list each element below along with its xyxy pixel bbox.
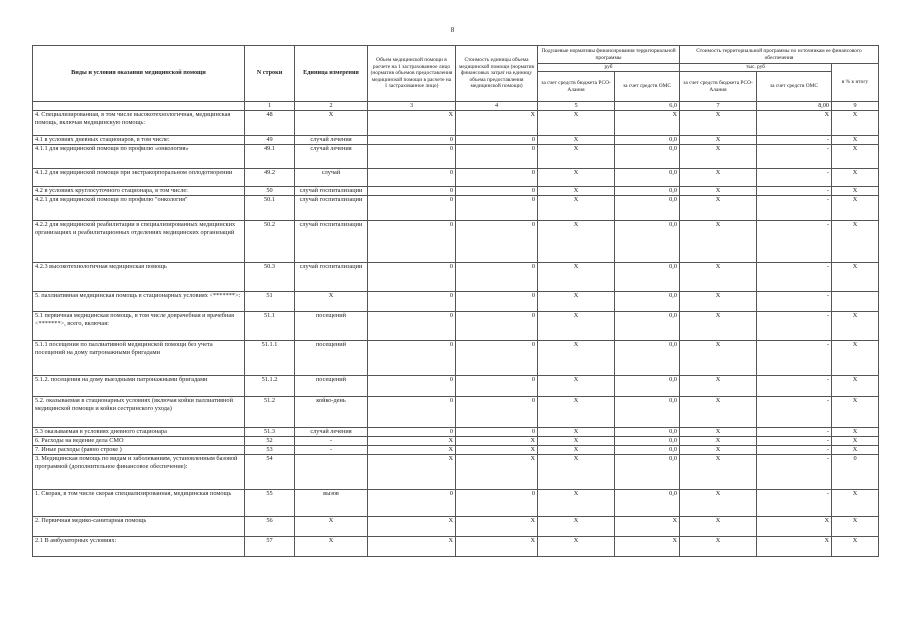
row-percent: X — [832, 537, 879, 557]
row-cost: 0 — [456, 490, 538, 517]
row-terr-budget: X — [680, 221, 757, 263]
row-unit: случай госпитализации — [295, 221, 368, 263]
row-unit: X — [295, 292, 368, 312]
row-terr-oms: - — [757, 437, 832, 446]
row-number: 50.2 — [245, 221, 295, 263]
header-src-oms: за счет средств ОМС — [615, 72, 680, 102]
row-percap-oms: 0,0 — [615, 312, 680, 341]
table-row — [33, 490, 879, 517]
header-kind: Виды и условия оказания медицинской помощи — [33, 46, 245, 102]
row-volume: 0 — [368, 428, 456, 437]
row-volume: 0 — [368, 263, 456, 292]
row-percap-budget: X — [538, 169, 615, 187]
row-terr-oms: X — [757, 111, 832, 136]
row-percent: X — [832, 312, 879, 341]
row-volume: 0 — [368, 187, 456, 196]
row-unit: случай лечения — [295, 136, 368, 145]
row-percap-oms: X — [615, 537, 680, 557]
colnum-6: 6,0 — [615, 102, 680, 111]
row-terr-oms: - — [757, 136, 832, 145]
header-row-no: N строки — [245, 46, 295, 102]
row-volume: X — [368, 446, 456, 455]
financing-table — [32, 45, 879, 557]
row-terr-budget: X — [680, 111, 757, 136]
row-unit: X — [295, 537, 368, 557]
row-cost: 0 — [456, 145, 538, 169]
row-name: 1. Скорая, в том числе скорая специализированная, медицинская помощь — [33, 490, 245, 517]
row-unit: - — [295, 437, 368, 446]
row-name: 4.2.3 высокотехнологичная медицинская помощь — [33, 263, 245, 292]
row-percap-budget: X — [538, 111, 615, 136]
row-percent: X — [832, 221, 879, 263]
table-row — [33, 341, 879, 376]
row-number: 52 — [245, 437, 295, 446]
row-percent: X — [832, 397, 879, 428]
colnum-empty — [33, 102, 245, 111]
row-percent: X — [832, 187, 879, 196]
row-percap-oms: 0,0 — [615, 376, 680, 397]
row-number: 51.1 — [245, 312, 295, 341]
row-number: 57 — [245, 537, 295, 557]
row-name: 5.1 первичная медицинская помощь, в том числе доврачебная и врачебная <*******>, всего, включая: — [33, 312, 245, 341]
row-terr-oms: - — [757, 428, 832, 437]
row-cost: 0 — [456, 376, 538, 397]
row-number: 49.2 — [245, 169, 295, 187]
row-cost: 0 — [456, 221, 538, 263]
row-terr-oms: - — [757, 490, 832, 517]
table-row — [33, 376, 879, 397]
row-cost: X — [456, 111, 538, 136]
row-percap-oms: 0,0 — [615, 446, 680, 455]
row-percap-oms: 0,0 — [615, 196, 680, 221]
row-volume: 0 — [368, 376, 456, 397]
row-percap-budget: X — [538, 196, 615, 221]
row-terr-oms: X — [757, 517, 832, 537]
row-percap-budget: X — [538, 428, 615, 437]
colnum-7: 7 — [680, 102, 757, 111]
row-terr-budget: X — [680, 376, 757, 397]
row-number: 54 — [245, 455, 295, 490]
row-unit: посещений — [295, 341, 368, 376]
row-terr-budget: X — [680, 263, 757, 292]
row-percap-oms: 0,0 — [615, 187, 680, 196]
row-percent: X — [832, 428, 879, 437]
row-unit: случай госпитализации — [295, 187, 368, 196]
table-row — [33, 397, 879, 428]
row-percent: X — [832, 376, 879, 397]
colnum-4: 4 — [456, 102, 538, 111]
table-row — [33, 145, 879, 169]
row-percap-oms: 0,0 — [615, 490, 680, 517]
row-terr-budget: X — [680, 312, 757, 341]
row-name: 7. Иные расходы (равно строке ) — [33, 446, 245, 455]
row-percap-budget: X — [538, 517, 615, 537]
row-number: 49 — [245, 136, 295, 145]
row-cost: 0 — [456, 196, 538, 221]
row-percap-oms: 0,0 — [615, 169, 680, 187]
header-thousand-rub: тыс. руб — [680, 64, 832, 72]
row-percent: X — [832, 111, 879, 136]
row-percap-budget: X — [538, 537, 615, 557]
row-name: 5.2. оказываемая в стационарных условиях (включая койки паллиативной медицинской помощи и койки сестринского ухода) — [33, 397, 245, 428]
colnum-2: 2 — [295, 102, 368, 111]
row-volume: 0 — [368, 196, 456, 221]
row-cost: 0 — [456, 169, 538, 187]
row-name: 4.1.2 для медицинской помощи при экстракорпоральном оплодотворении — [33, 169, 245, 187]
header-territorial: Стоимость территориальной программы по источникам ее финансового обеспечения — [680, 46, 879, 64]
row-cost: X — [456, 455, 538, 490]
table-row — [33, 136, 879, 145]
row-name: 2. Первичная медико-санитарная помощь — [33, 517, 245, 537]
colnum-1: 1 — [245, 102, 295, 111]
row-cost: 0 — [456, 187, 538, 196]
page-number: 8 — [450, 26, 455, 34]
row-terr-budget: X — [680, 341, 757, 376]
row-unit: случай лечения — [295, 428, 368, 437]
row-unit: вызов — [295, 490, 368, 517]
row-percap-oms: 0,0 — [615, 136, 680, 145]
row-percap-budget: X — [538, 376, 615, 397]
row-terr-budget: X — [680, 187, 757, 196]
column-numbers-row — [33, 102, 879, 111]
table-row — [33, 428, 879, 437]
row-volume: X — [368, 537, 456, 557]
row-unit: случай госпитализации — [295, 263, 368, 292]
row-volume: 0 — [368, 221, 456, 263]
colnum-8: 8,00 — [757, 102, 832, 111]
row-percap-budget: X — [538, 136, 615, 145]
row-terr-budget: X — [680, 292, 757, 312]
row-name: 2.1 В амбулаторных условиях: — [33, 537, 245, 557]
row-cost: 0 — [456, 341, 538, 376]
row-percap-budget: X — [538, 292, 615, 312]
row-percap-budget: X — [538, 312, 615, 341]
row-volume: 0 — [368, 341, 456, 376]
row-unit: X — [295, 111, 368, 136]
row-unit: случай лечения — [295, 145, 368, 169]
row-percent: X — [832, 341, 879, 376]
row-terr-budget: X — [680, 446, 757, 455]
row-terr-budget: X — [680, 490, 757, 517]
row-number: 56 — [245, 517, 295, 537]
row-volume: 0 — [368, 490, 456, 517]
row-percap-oms: 0,0 — [615, 221, 680, 263]
row-name: 4. Специализированная, в том числе высокотехнологичная, медицинская помощь, включая медицинскую помощь: — [33, 111, 245, 136]
header-percapita: Подушевые нормативы финансирования территориальной программы — [538, 46, 680, 64]
row-unit: - — [295, 446, 368, 455]
row-volume: 0 — [368, 292, 456, 312]
row-cost: 0 — [456, 292, 538, 312]
row-percent: X — [832, 517, 879, 537]
row-terr-oms: - — [757, 145, 832, 169]
row-number: 49.1 — [245, 145, 295, 169]
header-src-budget-2: за счет средств бюджета РСО-Алания — [680, 72, 757, 102]
header-cost: Стоимость единицы объема медицинской помощи (норматив финансовых затрат на единицу объема предоставления медицинской помощи) — [456, 46, 538, 102]
row-name: 5.3 оказываемая в условиях дневного стационара — [33, 428, 245, 437]
row-volume: 0 — [368, 312, 456, 341]
row-volume: 0 — [368, 397, 456, 428]
row-percent — [832, 292, 879, 312]
table-row — [33, 312, 879, 341]
row-terr-oms: - — [757, 196, 832, 221]
row-terr-budget: X — [680, 145, 757, 169]
row-percap-budget: X — [538, 490, 615, 517]
row-number: 51.1.2 — [245, 376, 295, 397]
row-percap-budget: X — [538, 145, 615, 169]
row-terr-oms: - — [757, 221, 832, 263]
row-terr-oms: - — [757, 446, 832, 455]
row-percent: X — [832, 196, 879, 221]
table-row — [33, 196, 879, 221]
row-unit: посещений — [295, 376, 368, 397]
header-percent-total: в % к итогу — [832, 64, 879, 102]
row-percap-oms: 0,0 — [615, 292, 680, 312]
row-percap-oms: 0,0 — [615, 428, 680, 437]
row-percent: X — [832, 446, 879, 455]
row-percap-oms: 0,0 — [615, 455, 680, 490]
header-src-budget: за счет средств бюджета РСО-Алания — [538, 72, 615, 102]
table-row — [33, 437, 879, 446]
row-percap-budget: X — [538, 187, 615, 196]
row-percap-oms: 0,0 — [615, 263, 680, 292]
row-percent: X — [832, 263, 879, 292]
row-cost: X — [456, 537, 538, 557]
row-unit: X — [295, 517, 368, 537]
row-percap-budget: X — [538, 341, 615, 376]
table-row — [33, 292, 879, 312]
row-terr-budget: X — [680, 196, 757, 221]
row-name: 5. паллиативная медицинская помощь в стационарных условиях <*******>: — [33, 292, 245, 312]
row-percap-budget: X — [538, 397, 615, 428]
row-volume: 0 — [368, 145, 456, 169]
row-unit: случай — [295, 169, 368, 187]
colnum-5: 5 — [538, 102, 615, 111]
row-percap-oms: 0,0 — [615, 437, 680, 446]
header-unit: Единица измерения — [295, 46, 368, 102]
row-number: 53 — [245, 446, 295, 455]
row-percap-budget: X — [538, 221, 615, 263]
row-percap-oms: X — [615, 517, 680, 537]
row-unit — [295, 455, 368, 490]
row-terr-budget: X — [680, 517, 757, 537]
row-name: 5.1.2. посещения на дому выездными патронажными бригадами — [33, 376, 245, 397]
row-percent: X — [832, 437, 879, 446]
row-terr-oms: X — [757, 537, 832, 557]
row-terr-oms: - — [757, 187, 832, 196]
row-percent: X — [832, 169, 879, 187]
row-unit: случай госпитализации — [295, 196, 368, 221]
row-number: 51.2 — [245, 397, 295, 428]
row-volume: X — [368, 437, 456, 446]
row-number: 50.1 — [245, 196, 295, 221]
row-name: 6. Расходы на ведение дела СМО — [33, 437, 245, 446]
header-src-oms-2: за счет средств ОМС — [757, 72, 832, 102]
row-terr-budget: X — [680, 455, 757, 490]
row-percap-budget: X — [538, 437, 615, 446]
row-volume: X — [368, 455, 456, 490]
row-number: 51.1.1 — [245, 341, 295, 376]
row-number: 50.3 — [245, 263, 295, 292]
row-terr-oms: - — [757, 169, 832, 187]
row-number: 48 — [245, 111, 295, 136]
table-row — [33, 111, 879, 136]
table-row — [33, 537, 879, 557]
row-percent: X — [832, 136, 879, 145]
row-cost: X — [456, 446, 538, 455]
row-name: 4.2.2 для медицинской реабилитации в специализированных медицинских организациях и реабилитационных отделениях медицинских организаций — [33, 221, 245, 263]
table-row — [33, 446, 879, 455]
row-percent: X — [832, 145, 879, 169]
row-percent: X — [832, 490, 879, 517]
row-terr-oms: - — [757, 455, 832, 490]
row-number: 51 — [245, 292, 295, 312]
row-percap-budget: X — [538, 455, 615, 490]
row-percap-budget: X — [538, 263, 615, 292]
row-terr-budget: X — [680, 537, 757, 557]
header-row — [33, 46, 879, 64]
row-unit: койко-день — [295, 397, 368, 428]
row-volume: 0 — [368, 169, 456, 187]
row-volume: 0 — [368, 136, 456, 145]
row-terr-oms: - — [757, 312, 832, 341]
row-percap-oms: 0,0 — [615, 341, 680, 376]
row-cost: 0 — [456, 397, 538, 428]
row-cost: 0 — [456, 428, 538, 437]
row-percap-budget: X — [538, 446, 615, 455]
row-terr-budget: X — [680, 136, 757, 145]
row-number: 51.3 — [245, 428, 295, 437]
row-terr-oms: - — [757, 376, 832, 397]
table-row — [33, 517, 879, 537]
row-name: 3. Медицинская помощь по видам и заболеваниям, установленным базовой программой (дополнительное финансовое обеспечение): — [33, 455, 245, 490]
row-cost: 0 — [456, 136, 538, 145]
row-volume: X — [368, 517, 456, 537]
row-cost: 0 — [456, 263, 538, 292]
row-cost: 0 — [456, 312, 538, 341]
table-row — [33, 455, 879, 490]
header-volume: Объем медицинской помощи в расчете на 1 застрахованное лицо (норматив объемов предоставления медицинской помощи в расчете на 1 застрахованное лицо) — [368, 46, 456, 102]
row-name: 4.1.1 для медицинской помощи по профилю «онкология» — [33, 145, 245, 169]
row-percap-oms: 0,0 — [615, 145, 680, 169]
row-name: 5.1.1 посещения по паллиативной медицинской помощи без учета посещений на дому патронажными бригадами — [33, 341, 245, 376]
row-terr-budget: X — [680, 169, 757, 187]
row-terr-oms: - — [757, 292, 832, 312]
row-terr-budget: X — [680, 437, 757, 446]
table-row — [33, 263, 879, 292]
row-percent: 0 — [832, 455, 879, 490]
row-number: 55 — [245, 490, 295, 517]
row-name: 4.2 в условиях круглосуточного стационара, в том числе: — [33, 187, 245, 196]
table-row — [33, 187, 879, 196]
row-unit: посещений — [295, 312, 368, 341]
row-name: 4.2.1 для медицинской помощи по профилю "онкология" — [33, 196, 245, 221]
colnum-9: 9 — [832, 102, 879, 111]
row-percap-oms: 0,0 — [615, 397, 680, 428]
table-row — [33, 169, 879, 187]
row-terr-budget: X — [680, 428, 757, 437]
row-name: 4.1 в условиях дневных стационаров, в том числе: — [33, 136, 245, 145]
row-terr-oms: - — [757, 263, 832, 292]
colnum-3: 3 — [368, 102, 456, 111]
row-cost: X — [456, 437, 538, 446]
table-row — [33, 221, 879, 263]
header-rub: руб — [538, 64, 680, 72]
row-volume: X — [368, 111, 456, 136]
row-terr-budget: X — [680, 397, 757, 428]
row-cost: X — [456, 517, 538, 537]
row-percap-oms: X — [615, 111, 680, 136]
row-terr-oms: - — [757, 341, 832, 376]
row-terr-oms: - — [757, 397, 832, 428]
row-number: 50 — [245, 187, 295, 196]
